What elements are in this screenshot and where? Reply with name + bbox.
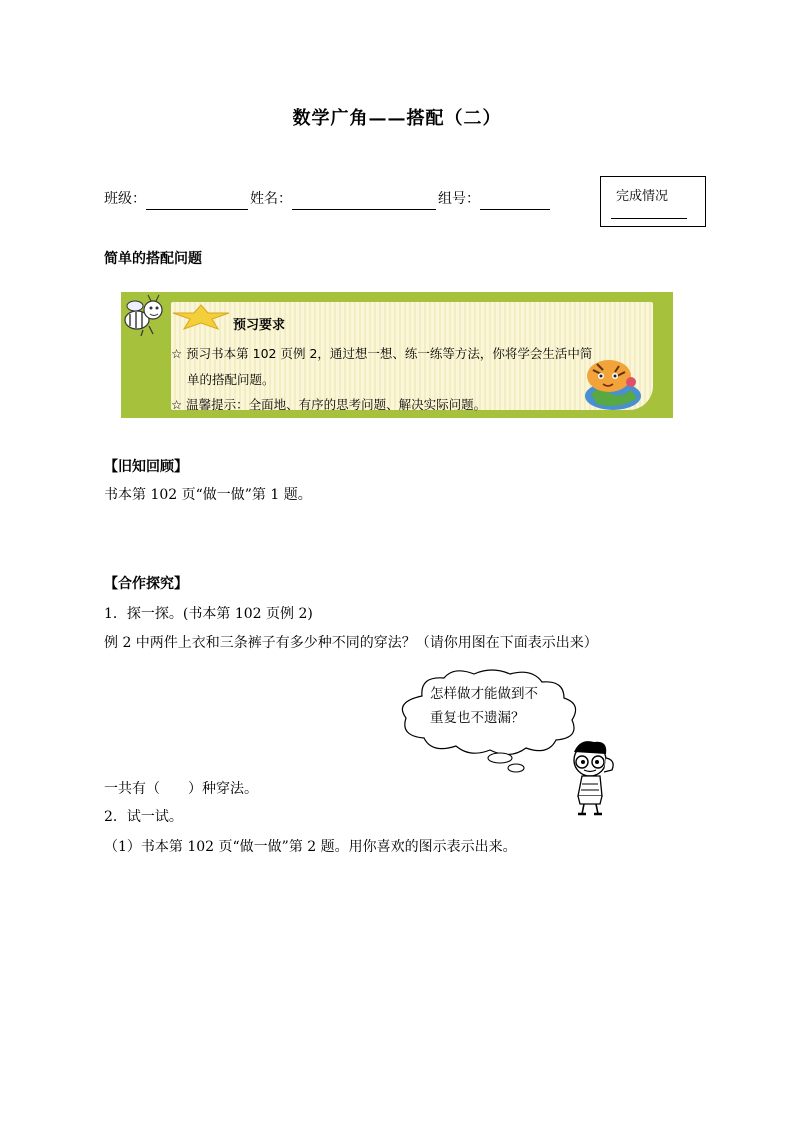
explore-item-1: 1．探一探。(书本第 102 页例 2) — [104, 606, 313, 622]
banner-line-3: ☆ 温馨提示：全面地、有序的思考问题、解决实际问题。 — [171, 397, 487, 412]
class-blank[interactable] — [146, 194, 248, 210]
explore-item-2: 2．试一试。 — [104, 809, 183, 825]
explore-question: 例 2 中两件上衣和三条裤子有多少种不同的穿法？（请你用图在下面表示出来） — [104, 635, 598, 651]
explore-sub-1: （1）书本第 102 页“做一做”第 2 题。用你喜欢的图示表示出来。 — [104, 839, 517, 855]
review-text: 书本第 102 页“做一做”第 1 题。 — [104, 487, 312, 503]
banner-line-2: 单的搭配问题。 — [187, 372, 275, 387]
banner-line-1: ☆ 预习书本第 102 页例 2，通过想一想、练一练等方法，你将学会生活中简 — [171, 346, 593, 361]
section-title: 简单的搭配问题 — [104, 251, 202, 267]
globe-tiger-icon — [579, 356, 645, 412]
group-blank[interactable] — [480, 194, 550, 210]
bubble-line-2: 重复也不遗漏？ — [430, 710, 525, 726]
bee-icon — [117, 294, 169, 338]
explore-heading: 【合作探究】 — [104, 576, 188, 592]
answer-line: 一共有（ ）种穿法。 — [104, 781, 258, 797]
completion-label: 完成情况 — [616, 189, 669, 204]
group-label: 组号： — [438, 191, 480, 207]
thinking-boy-icon — [560, 738, 630, 818]
bubble-line-1: 怎样做才能做到不 — [430, 686, 538, 702]
completion-blank[interactable] — [611, 218, 687, 219]
star-icon — [171, 304, 231, 330]
review-heading: 【旧知回顾】 — [104, 459, 188, 475]
name-label: 姓名： — [250, 191, 292, 207]
preview-banner — [121, 292, 673, 418]
completion-box — [600, 176, 706, 227]
class-label: 班级： — [104, 191, 146, 207]
banner-title: 预习要求 — [233, 318, 286, 333]
info-row — [104, 188, 552, 210]
name-blank[interactable] — [292, 194, 436, 210]
page-title: 数学广角——搭配（二） — [292, 108, 502, 129]
